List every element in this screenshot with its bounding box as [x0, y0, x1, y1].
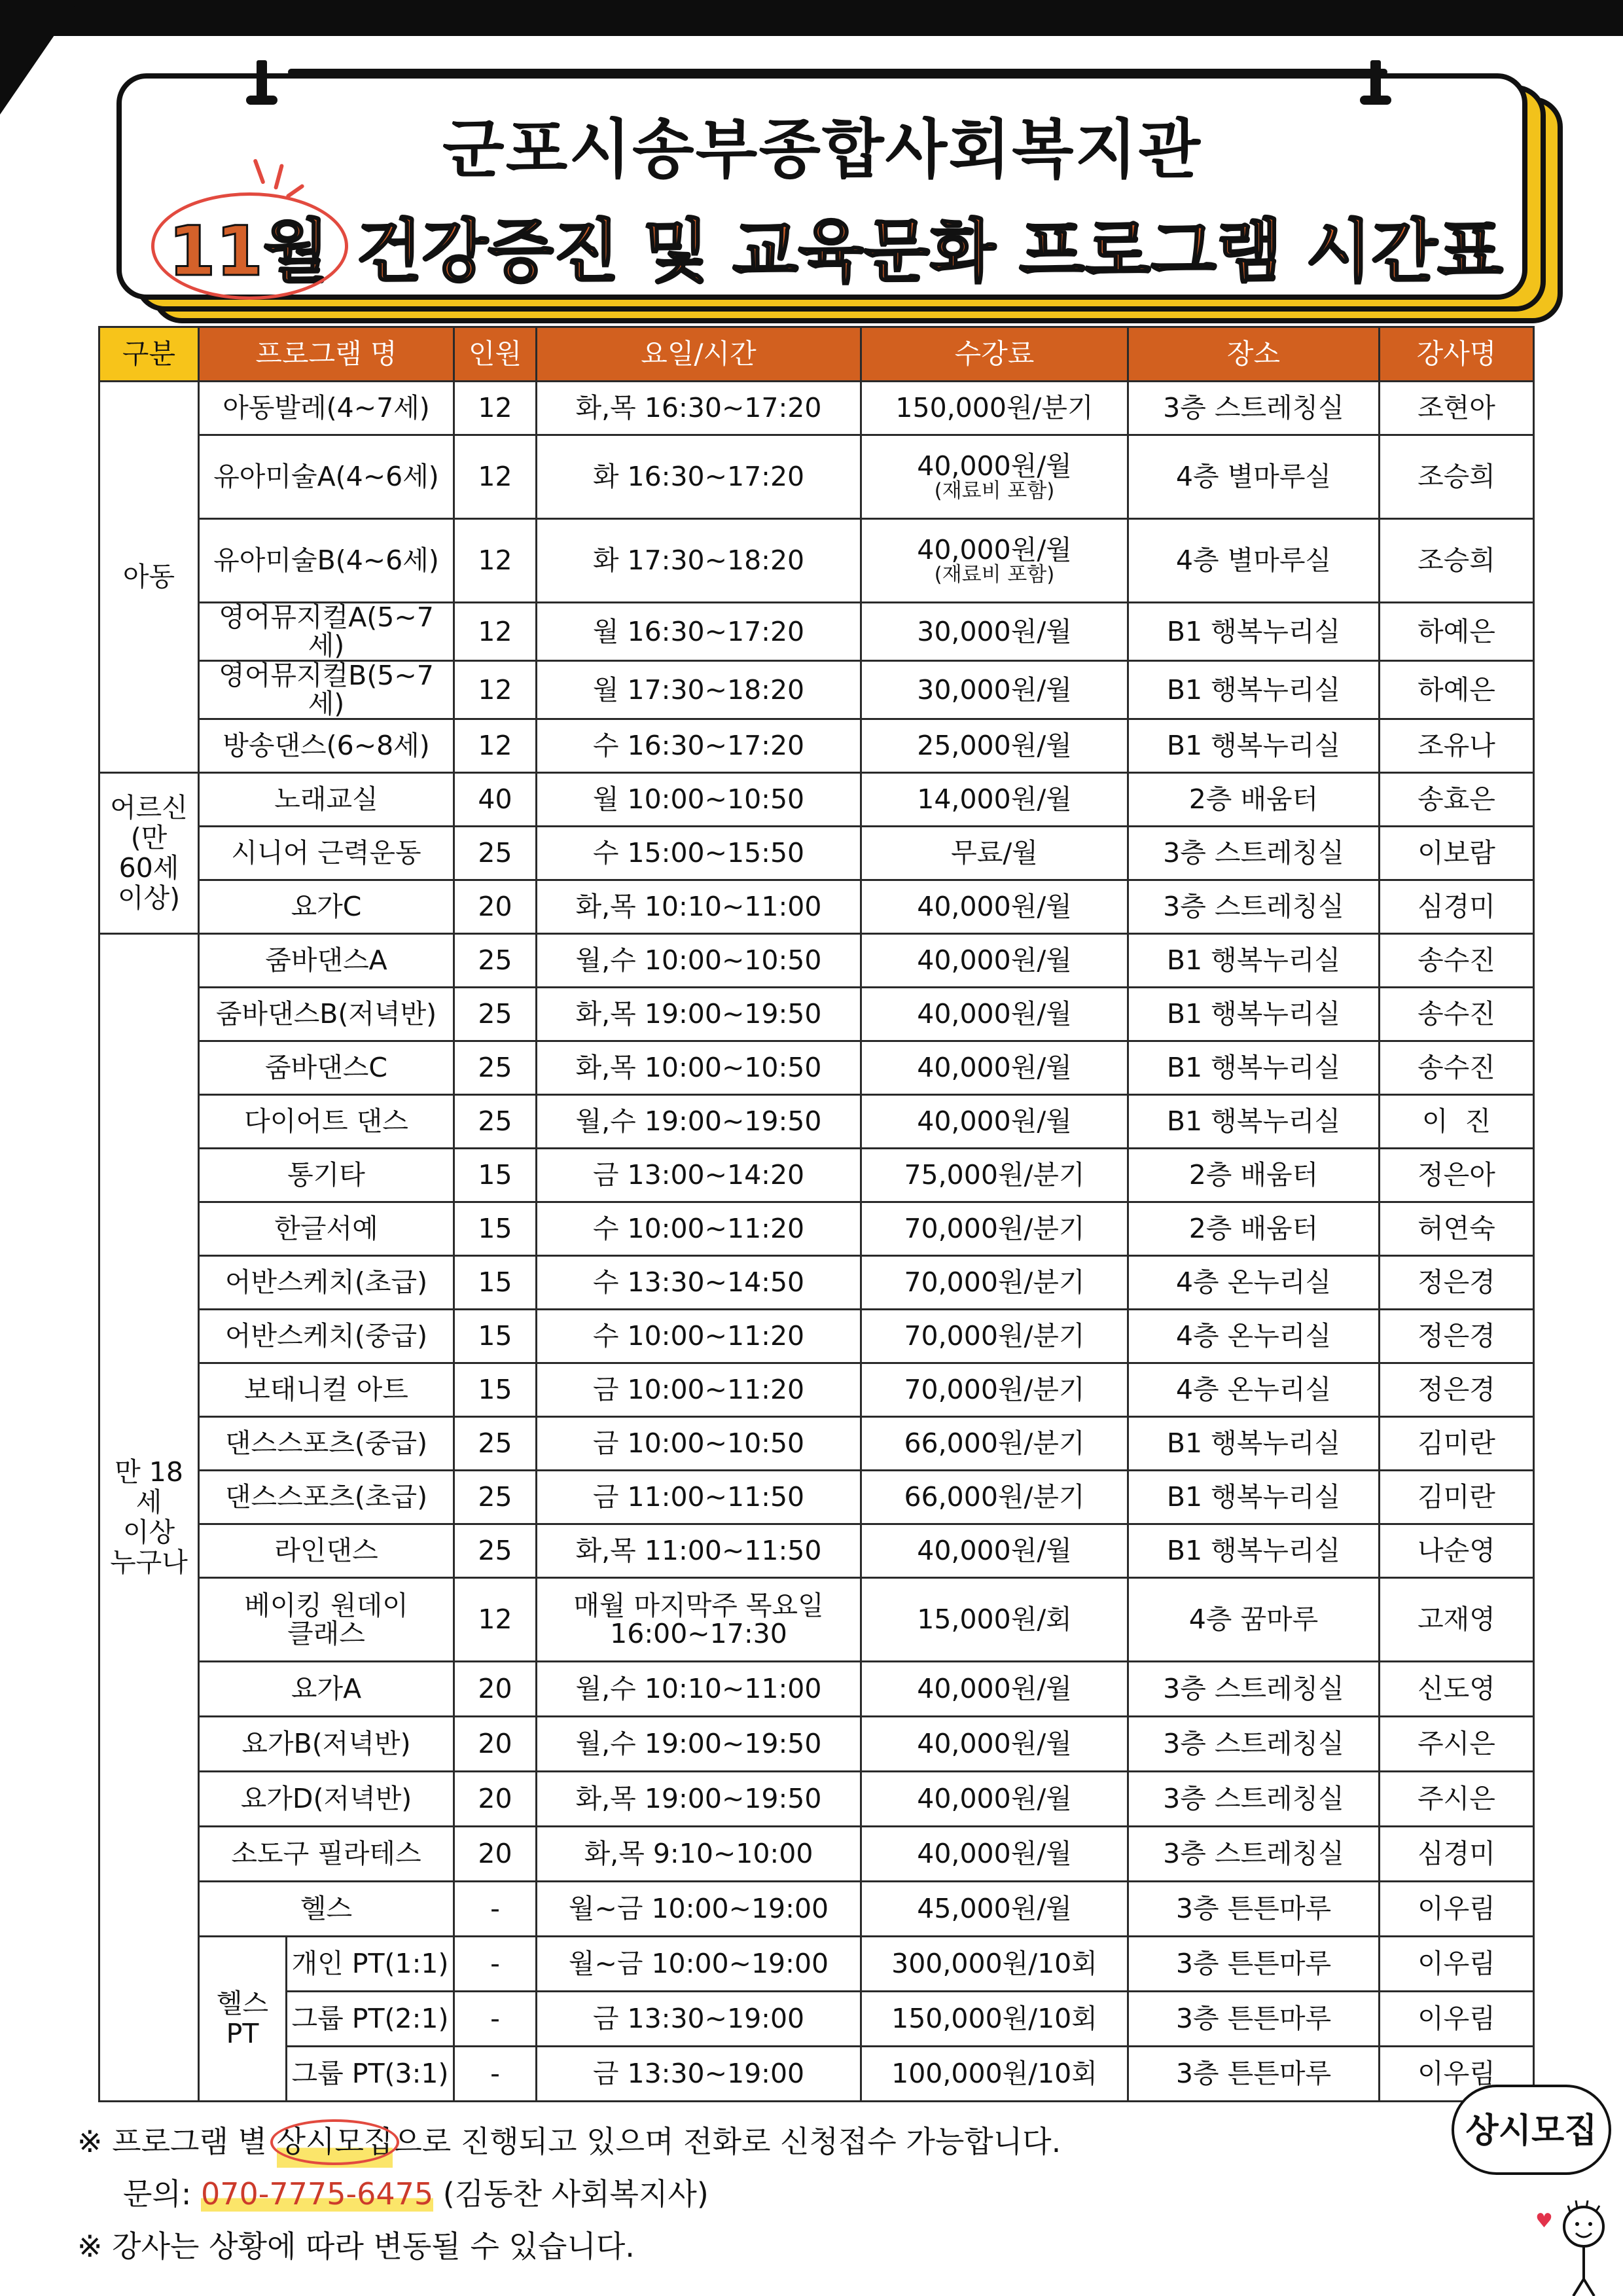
- table-row: [99, 1041, 1534, 1095]
- teacher: 조승희: [1380, 435, 1534, 519]
- program-name: 줌바댄스A: [199, 934, 454, 988]
- place: B1 행복누리실: [1128, 1524, 1380, 1578]
- fee: 70,000원/분기: [861, 1363, 1128, 1417]
- place: B1 행복누리실: [1128, 1041, 1380, 1095]
- table-row: [99, 934, 1534, 988]
- table-row: [99, 1717, 1534, 1772]
- teacher: 김미란: [1380, 1417, 1534, 1471]
- fee: 40,000원/월: [861, 1095, 1128, 1149]
- capacity: -: [454, 1937, 537, 1992]
- fee: 30,000원/월: [861, 661, 1128, 719]
- program-name: 요가C: [199, 880, 454, 934]
- capacity: 12: [454, 1578, 537, 1662]
- place: 4층 온누리실: [1128, 1310, 1380, 1363]
- teacher: 송수진: [1380, 1041, 1534, 1095]
- schedule-time: 수 15:00~15:50: [537, 827, 861, 880]
- place: 3층 튼튼마루: [1128, 1992, 1380, 2047]
- table-header-row: [99, 327, 1534, 382]
- place: B1 행복누리실: [1128, 603, 1380, 661]
- teacher: 정은경: [1380, 1256, 1534, 1310]
- place: 4층 온누리실: [1128, 1256, 1380, 1310]
- capacity: 20: [454, 1827, 537, 1882]
- teacher: 조유나: [1380, 719, 1534, 773]
- capacity: 15: [454, 1256, 537, 1310]
- table-row: [99, 827, 1534, 880]
- banner-rod: [288, 69, 1387, 75]
- month-circle: [151, 192, 348, 300]
- fee: 40,000원/월: [861, 1772, 1128, 1827]
- program-name: 어반스케치(초급): [199, 1256, 454, 1310]
- capacity: 25: [454, 1471, 537, 1524]
- heart-icon: ♥: [1535, 2210, 1553, 2233]
- table-row: [99, 435, 1534, 519]
- capacity: 25: [454, 827, 537, 880]
- teacher: 허연숙: [1380, 1202, 1534, 1256]
- table-row: [99, 1524, 1534, 1578]
- schedule-time: 금 13:00~14:20: [537, 1149, 861, 1202]
- program-name: 댄스스포츠(중급): [199, 1417, 454, 1471]
- place: B1 행복누리실: [1128, 719, 1380, 773]
- place: B1 행복누리실: [1128, 661, 1380, 719]
- note-line-2: [77, 2168, 1061, 2220]
- capacity: -: [454, 1992, 537, 2047]
- table-row: [99, 1417, 1534, 1471]
- place: 3층 스트레칭실: [1128, 1717, 1380, 1772]
- program-name: 소도구 필라테스: [199, 1827, 454, 1882]
- capacity: 25: [454, 1417, 537, 1471]
- schedule-time: 화,목 10:00~10:50: [537, 1041, 861, 1095]
- table-row: [99, 1662, 1534, 1717]
- schedule-time: 월,수 10:10~11:00: [537, 1662, 861, 1717]
- schedule-time: 금 11:00~11:50: [537, 1471, 861, 1524]
- top-dark-band: [0, 0, 1623, 36]
- fee: 70,000원/분기: [861, 1256, 1128, 1310]
- program-name: 댄스스포츠(초급): [199, 1471, 454, 1524]
- schedule-time: 금 13:30~19:00: [537, 2047, 861, 2102]
- table-row: [99, 382, 1534, 435]
- schedule-time: 수 10:00~11:20: [537, 1310, 861, 1363]
- program-name: 줌바댄스B(저녁반): [199, 988, 454, 1041]
- fee: 66,000원/분기: [861, 1417, 1128, 1471]
- table-row: [99, 1363, 1534, 1417]
- schedule-time: 화 16:30~17:20: [537, 435, 861, 519]
- table-row: [99, 719, 1534, 773]
- teacher: 김미란: [1380, 1471, 1534, 1524]
- month-label: [159, 196, 338, 295]
- capacity: 25: [454, 1041, 537, 1095]
- fee-cell: [861, 519, 1128, 603]
- recruiting-badge: [1452, 2085, 1609, 2183]
- program-name: 영어뮤지컬B(5~7세): [199, 661, 454, 719]
- place: B1 행복누리실: [1128, 1471, 1380, 1524]
- schedule-time: 수 13:30~14:50: [537, 1256, 861, 1310]
- fee: 75,000원/분기: [861, 1149, 1128, 1202]
- place: 3층 스트레칭실: [1128, 1772, 1380, 1827]
- program-name: 그룹 PT(2:1): [287, 1992, 454, 2047]
- schedule-time: 월~금 10:00~19:00: [537, 1882, 861, 1937]
- teacher: 조승희: [1380, 519, 1534, 603]
- place: 4층 온누리실: [1128, 1363, 1380, 1417]
- capacity: 25: [454, 1524, 537, 1578]
- fee-cell: [861, 435, 1128, 519]
- hanger-pin-right: [1370, 60, 1381, 98]
- program-name: 아동발레(4~7세): [199, 382, 454, 435]
- fee: 30,000원/월: [861, 603, 1128, 661]
- table-row: [99, 1772, 1534, 1827]
- highlight-always-recruiting: [277, 2115, 393, 2168]
- category-cell: 아동: [99, 382, 199, 773]
- place: 2층 배움터: [1128, 1202, 1380, 1256]
- program-name: 시니어 근력운동: [199, 827, 454, 880]
- capacity: 25: [454, 934, 537, 988]
- table-row: [99, 1882, 1534, 1937]
- table-row: [99, 519, 1534, 603]
- place: 4층 별마루실: [1128, 435, 1380, 519]
- table-row: [99, 1471, 1534, 1524]
- table-row: [99, 1578, 1534, 1662]
- place: 2층 배움터: [1128, 773, 1380, 827]
- schedule-time: 화,목 11:00~11:50: [537, 1524, 861, 1578]
- capacity: 15: [454, 1363, 537, 1417]
- teacher: 송수진: [1380, 988, 1534, 1041]
- schedule-time: 매월 마지막주 목요일 16:00~17:30: [537, 1578, 861, 1662]
- table-row: [99, 880, 1534, 934]
- fee: 무료/월: [861, 827, 1128, 880]
- category-cell: 만 18세 이상 누구나: [99, 934, 199, 2102]
- fee-amount: 40,000원/월: [917, 533, 1072, 565]
- fee: 150,000원/10회: [861, 1992, 1128, 2047]
- program-name: 개인 PT(1:1): [287, 1937, 454, 1992]
- schedule-time: 금 10:00~11:20: [537, 1363, 861, 1417]
- place: 3층 스트레칭실: [1128, 382, 1380, 435]
- schedule-table: [98, 326, 1535, 2102]
- capacity: 20: [454, 880, 537, 934]
- schedule-time: 월,수 19:00~19:50: [537, 1717, 861, 1772]
- col-header-category: 구분: [99, 327, 199, 382]
- teacher: 정은경: [1380, 1363, 1534, 1417]
- fee: 40,000원/월: [861, 1524, 1128, 1578]
- place: 3층 튼튼마루: [1128, 2047, 1380, 2102]
- col-header-fee: 수강료: [861, 327, 1128, 382]
- program-name: 헬스: [199, 1882, 454, 1937]
- teacher: 심경미: [1380, 880, 1534, 934]
- teacher: 주시은: [1380, 1772, 1534, 1827]
- fee: 15,000원/회: [861, 1578, 1128, 1662]
- table-row: [99, 603, 1534, 661]
- highlight-text: 상시모집: [276, 2124, 393, 2159]
- schedule-time: 수 10:00~11:20: [537, 1202, 861, 1256]
- capacity: 20: [454, 1772, 537, 1827]
- capacity: 40: [454, 773, 537, 827]
- program-name: 유아미술A(4~6세): [199, 435, 454, 519]
- teacher: 이 진: [1380, 1095, 1534, 1149]
- fee: 300,000원/10회: [861, 1937, 1128, 1992]
- place: 4층 꿈마루: [1128, 1578, 1380, 1662]
- teacher: 나순영: [1380, 1524, 1534, 1578]
- col-header-teacher: 강사명: [1380, 327, 1534, 382]
- capacity: 15: [454, 1149, 537, 1202]
- program-name: 유아미술B(4~6세): [199, 519, 454, 603]
- place: 2층 배움터: [1128, 1149, 1380, 1202]
- contact-person: (김동찬 사회복지사): [433, 2176, 709, 2212]
- table-row: [99, 1992, 1534, 2047]
- fee: 45,000원/월: [861, 1882, 1128, 1937]
- schedule-time: 수 16:30~17:20: [537, 719, 861, 773]
- place: 3층 스트레칭실: [1128, 1827, 1380, 1882]
- capacity: 12: [454, 603, 537, 661]
- capacity: 20: [454, 1662, 537, 1717]
- teacher: 정은아: [1380, 1149, 1534, 1202]
- teacher: 조현아: [1380, 382, 1534, 435]
- place: 3층 스트레칭실: [1128, 827, 1380, 880]
- schedule-time: 월,수 10:00~10:50: [537, 934, 861, 988]
- schedule-time: 금 13:30~19:00: [537, 1992, 861, 2047]
- schedule-time: 화,목 19:00~19:50: [537, 1772, 861, 1827]
- program-name: 방송댄스(6~8세): [199, 719, 454, 773]
- table-row: [99, 1149, 1534, 1202]
- teacher: 주시은: [1380, 1717, 1534, 1772]
- place: 3층 튼튼마루: [1128, 1937, 1380, 1992]
- table-row: [99, 661, 1534, 719]
- capacity: 15: [454, 1202, 537, 1256]
- program-name: 요가D(저녁반): [199, 1772, 454, 1827]
- fee: 40,000원/월: [861, 934, 1128, 988]
- corner-tab: [0, 0, 79, 115]
- schedule-time: 월 10:00~10:50: [537, 773, 861, 827]
- teacher: 고재영: [1380, 1578, 1534, 1662]
- fee-note: (재료비 포함): [934, 562, 1055, 586]
- schedule-time: 월 16:30~17:20: [537, 603, 861, 661]
- fee: 40,000원/월: [861, 1662, 1128, 1717]
- table-row: [99, 1827, 1534, 1882]
- capacity: 12: [454, 661, 537, 719]
- fee: 40,000원/월: [861, 988, 1128, 1041]
- col-header-schedule: 요일/시간: [537, 327, 861, 382]
- col-header-program: 프로그램 명: [199, 327, 454, 382]
- capacity: 20: [454, 1717, 537, 1772]
- capacity: 25: [454, 988, 537, 1041]
- note-line-3: ※ 강사는 상황에 따라 변동될 수 있습니다.: [77, 2229, 635, 2264]
- program-name: 보태니컬 아트: [199, 1363, 454, 1417]
- fee: 40,000원/월: [861, 1717, 1128, 1772]
- teacher: 송수진: [1380, 934, 1534, 988]
- table-row: [99, 1202, 1534, 1256]
- fee-note: (재료비 포함): [934, 478, 1055, 503]
- schedule-time: 금 10:00~10:50: [537, 1417, 861, 1471]
- fee: 70,000원/분기: [861, 1310, 1128, 1363]
- program-name: 다이어트 댄스: [199, 1095, 454, 1149]
- fee: 70,000원/분기: [861, 1202, 1128, 1256]
- place: 3층 튼튼마루: [1128, 1882, 1380, 1937]
- teacher: 이우림: [1380, 1882, 1534, 1937]
- table-row: [99, 773, 1534, 827]
- program-name: 한글서예: [199, 1202, 454, 1256]
- fee: 25,000원/월: [861, 719, 1128, 773]
- teacher: 이우림: [1380, 1992, 1534, 2047]
- schedule-time: 화,목 10:10~11:00: [537, 880, 861, 934]
- teacher: 정은경: [1380, 1310, 1534, 1363]
- capacity: -: [454, 1882, 537, 1937]
- schedule-time: 화,목 19:00~19:50: [537, 988, 861, 1041]
- program-name: 노래교실: [199, 773, 454, 827]
- program-name: 통기타: [199, 1149, 454, 1202]
- teacher: 하예은: [1380, 661, 1534, 719]
- org-name: 군포시송부종합사회복지관: [442, 113, 1202, 187]
- capacity: 12: [454, 519, 537, 603]
- fee: 150,000원/분기: [861, 382, 1128, 435]
- teacher: 하예은: [1380, 603, 1534, 661]
- subcategory-cell: 헬스 PT: [199, 1937, 287, 2102]
- teacher: 이우림: [1380, 2047, 1534, 2102]
- category-cell: 어르신 (만 60세 이상): [99, 773, 199, 934]
- page-title: [151, 196, 1512, 295]
- schedule-time: 화,목 16:30~17:20: [537, 382, 861, 435]
- col-header-place: 장소: [1128, 327, 1380, 382]
- fee: 14,000원/월: [861, 773, 1128, 827]
- col-header-capacity: 인원: [454, 327, 537, 382]
- program-name: 줌바댄스C: [199, 1041, 454, 1095]
- table-row: [99, 1095, 1534, 1149]
- fee: 40,000원/월: [861, 1827, 1128, 1882]
- place: 4층 별마루실: [1128, 519, 1380, 603]
- place: B1 행복누리실: [1128, 988, 1380, 1041]
- schedule-time: 화 17:30~18:20: [537, 519, 861, 603]
- place: B1 행복누리실: [1128, 1095, 1380, 1149]
- badge-text: 상시모집: [1465, 2111, 1597, 2151]
- teacher: 신도영: [1380, 1662, 1534, 1717]
- teacher: 심경미: [1380, 1827, 1534, 1882]
- place: B1 행복누리실: [1128, 1417, 1380, 1471]
- fee: 66,000원/분기: [861, 1471, 1128, 1524]
- month-text: 11월: [168, 211, 329, 291]
- program-name: 어반스케치(중급): [199, 1310, 454, 1363]
- fee: 40,000원/월: [861, 1041, 1128, 1095]
- schedule-time: 화,목 9:10~10:00: [537, 1827, 861, 1882]
- schedule-time: 월,수 19:00~19:50: [537, 1095, 861, 1149]
- capacity: 12: [454, 435, 537, 519]
- program-name: 그룹 PT(3:1): [287, 2047, 454, 2102]
- place: 3층 스트레칭실: [1128, 1662, 1380, 1717]
- program-name: 영어뮤지컬A(5~7세): [199, 603, 454, 661]
- table-row: [99, 1310, 1534, 1363]
- table-row: [99, 988, 1534, 1041]
- program-name: 요가A: [199, 1662, 454, 1717]
- teacher: 이보람: [1380, 827, 1534, 880]
- place: 3층 스트레칭실: [1128, 880, 1380, 934]
- note-text: 으로 진행되고 있으며 전화로 신청접수 가능합니다.: [393, 2124, 1061, 2159]
- place: B1 행복누리실: [1128, 934, 1380, 988]
- capacity: 12: [454, 719, 537, 773]
- phone-number[interactable]: 070-7775-6475: [201, 2176, 434, 2212]
- footer-notes: [77, 2115, 1061, 2272]
- note-text: ※ 프로그램 별: [77, 2124, 277, 2159]
- contact-label: 문의:: [123, 2176, 201, 2212]
- capacity: 25: [454, 1095, 537, 1149]
- program-name: 라인댄스: [199, 1524, 454, 1578]
- hanger-pin-left: [257, 60, 267, 98]
- fee: 40,000원/월: [861, 880, 1128, 934]
- note-line-1: [77, 2115, 1061, 2168]
- stick-figure-icon: [1558, 2200, 1610, 2296]
- table-row: [99, 2047, 1534, 2102]
- teacher: 송효은: [1380, 773, 1534, 827]
- fee: 100,000원/10회: [861, 2047, 1128, 2102]
- capacity: 15: [454, 1310, 537, 1363]
- schedule-time: 월~금 10:00~19:00: [537, 1937, 861, 1992]
- title-text: 건강증진 및 교육문화 프로그램 시간표: [356, 211, 1503, 291]
- program-name: 요가B(저녁반): [199, 1717, 454, 1772]
- fee-amount: 40,000원/월: [917, 450, 1072, 482]
- highlight-circle: [270, 2119, 400, 2165]
- program-name: 베이킹 원데이 클래스: [199, 1578, 454, 1662]
- capacity: -: [454, 2047, 537, 2102]
- table-row: [99, 1256, 1534, 1310]
- capacity: 12: [454, 382, 537, 435]
- table-row: [99, 1937, 1534, 1992]
- schedule-time: 월 17:30~18:20: [537, 661, 861, 719]
- teacher: 이우림: [1380, 1937, 1534, 1992]
